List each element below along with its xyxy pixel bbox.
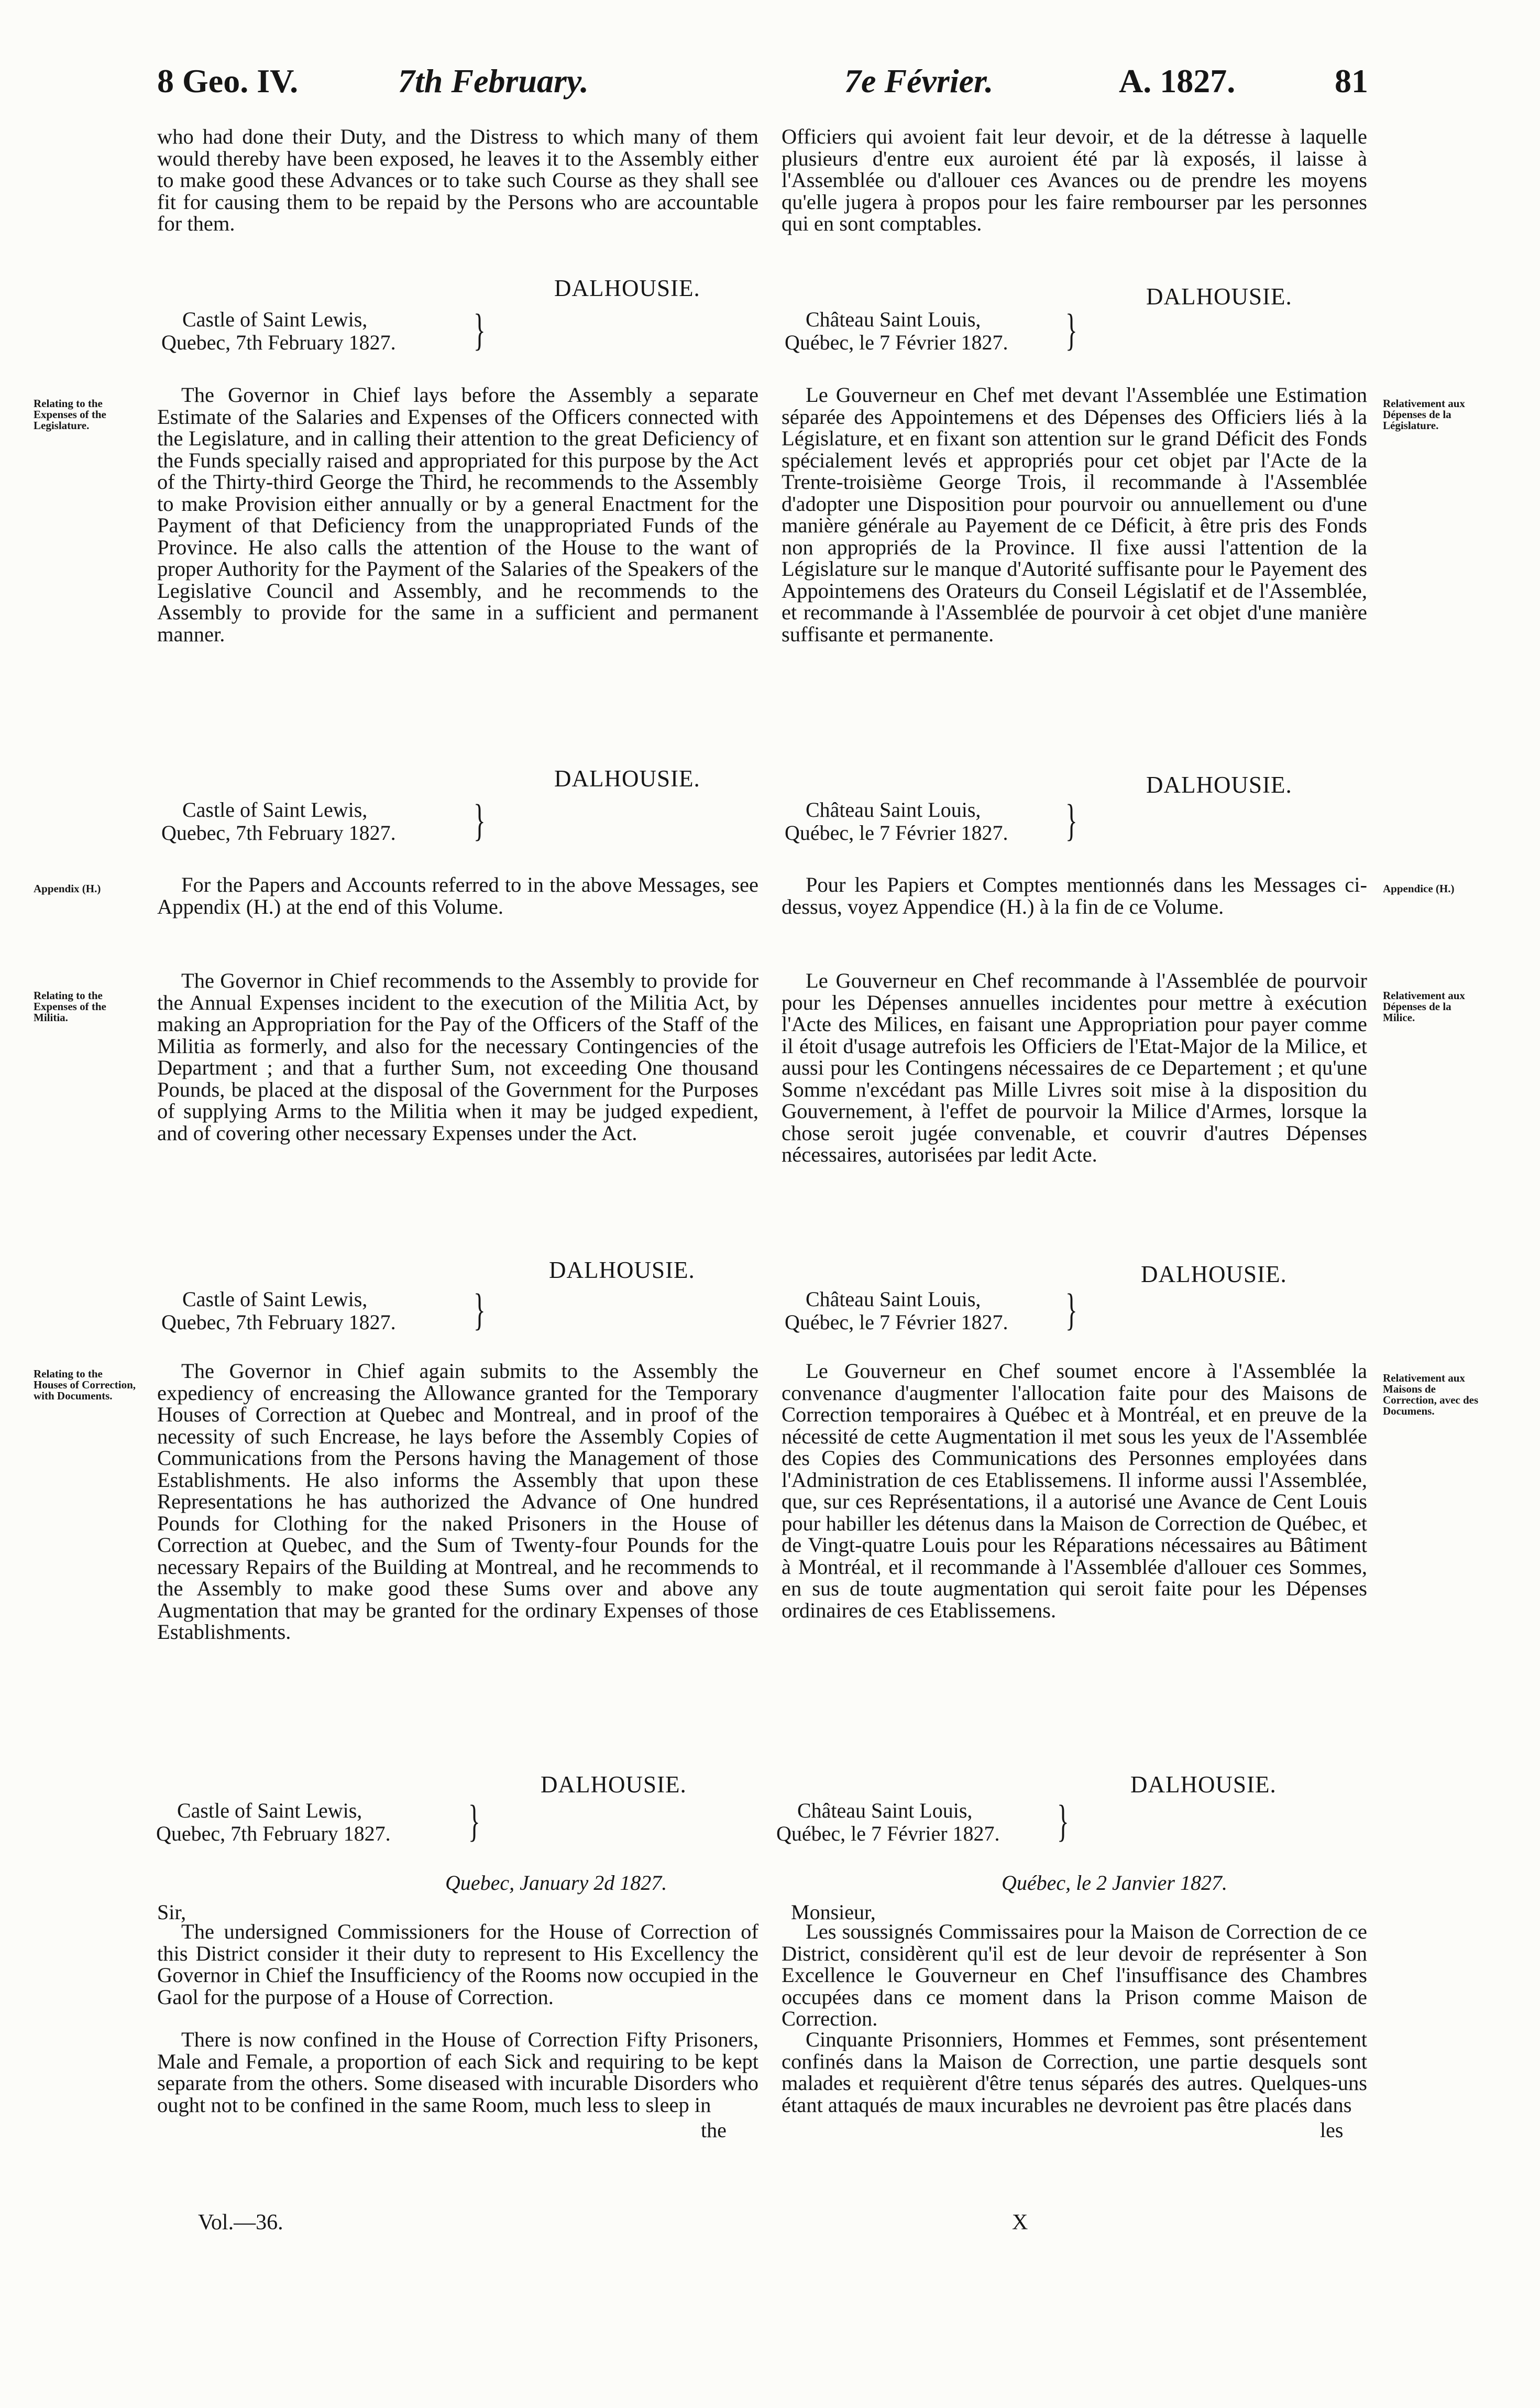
en-salutation: Sir,: [157, 1900, 186, 1924]
fr-salutation: Monsieur,: [791, 1900, 876, 1924]
margin-note-fr-militia: Relativement aux Dépenses de la Milice.: [1383, 989, 1465, 1024]
en-letter-paragraph-2: There is now confined in the House of Correction Fifty Prisoners, Male and Female, a proportion of each Sick and requiring to be kept separate from the others. Some diseased with incurable Disorders who ought not to be confined in the same Room, much less to sleep in: [157, 2028, 758, 2117]
header-date-en: 7th February.: [398, 62, 589, 100]
signature-mark: X: [1012, 2210, 1028, 2235]
margin-note-en-appendix: Appendix (H.): [34, 882, 101, 895]
en-place-3: Castle of Saint Lewis, Quebec, 7th February 1827. }: [161, 1284, 486, 1334]
en-place-1: Castle of Saint Lewis, Quebec, 7th February 1827. }: [161, 304, 486, 355]
fr-signature-3: DALHOUSIE.: [1141, 1261, 1287, 1287]
en-paragraph-appendix: For the Papers and Accounts referred to in the above Messages, see Appendix (H.) at the end of this Volume.: [157, 873, 758, 918]
fr-letter-paragraph-2: Cinquante Prisonniers, Hommes et Femmes, sont présentement confinés dans la Maison de Correction, une partie desquels sont malades et requièrent d'être tenus séparés des autres. Quelques-uns étant attaqués de maux incurables ne devroient pas être placés dans: [782, 2028, 1367, 2117]
en-signature-2: DALHOUSIE.: [554, 765, 700, 792]
en-paragraph-0: who had done their Duty, and the Distress to which many of them would thereby have been exposed, he leaves it to the Assembly either to make good these Advances or to take such Course as they shall see fit for causing them to be repaid by the Persons who are accountable for them.: [157, 125, 758, 235]
fr-letter-paragraph-1: Les soussignés Commissaires pour la Maison de Correction de ce District, considèrent qu'il est de leur devoir de représenter à Son Excellence le Gouverneur en Chef l'insuffisance des Chambres occupées dans ce moment dans la Prison comme Maison de Correction.: [782, 1920, 1367, 2030]
page-number: 81: [1335, 62, 1368, 100]
fr-paragraph-legislature: Le Gouverneur en Chef met devant l'Assemblée une Estimation séparée des Appointemens et des Dépenses des Officiers liés à la Législature, et en fixant son attention sur le grand Déficit des Fonds spécialement levés et appropriés pour cet objet par l'Acte de la Trente-troisième George Trois, il recommande à l'Assemblée d'adopter une Disposition pour pourvoir ou annuellement ou d'une manière générale au Payement de ce Déficit, à être pris des Fonds non appropriés de la Province. Il fixe aussi l'attention de la Législature sur le manque d'Autorité suffisante pour le Payement des Appointemens des Orateurs du Conseil Législatif et de l'Assemblée, et recommande à l'Assemblée de pourvoir à cet objet d'une manière suffisante et permanente.: [782, 383, 1367, 646]
margin-note-fr-correction: Relativement aux Maisons de Correction, avec des Documens.: [1383, 1372, 1479, 1417]
fr-paragraph-correction: Le Gouverneur en Chef soumet encore à l'Assemblée la convenance d'augmenter l'allocation faite pour des Maisons de Correction temporaires à Québec et à Montréal, et en preuve de la nécessité de cette Augmentation il met sous les yeux de l'Assemblée des Copies des Communications des Personnes employées dans l'Administration de ces Etablissemens. Il informe aussi l'Assemblée, que, sur ces Représentations, il a autorisé une Avance de Cent Louis pour habiller les détenus dans la Maison de Correction de Québec, et de Vingt-quatre Louis pour les Réparations nécessaires au Bâtiment à Montréal, et il recommande à l'Assemblée d'allouer ces Sommes, en sus de toute augmentation qui seroit faite pour les Dépenses ordinaires de ces Etablissemens.: [782, 1359, 1367, 1622]
fr-paragraph-0: Officiers qui avoient fait leur devoir, et de la détresse à laquelle plusieurs d'entre eux auroient été par là exposés, il laisse à l'Assemblée ou d'allouer ces Avances ou de prendre les moyens qu'elle jugera à propos pour les faire rembourser par les personnes qui en sont comptables.: [782, 125, 1367, 235]
fr-place-2: Château Saint Louis, Québec, le 7 Février 1827. }: [785, 795, 1077, 845]
volume-number: Vol.—36.: [198, 2210, 283, 2235]
margin-note-fr-legislature: Relativement aux Dépenses de la Législature.: [1383, 397, 1465, 432]
en-place-4: Castle of Saint Lewis, Quebec, 7th February 1827. }: [156, 1796, 480, 1846]
en-paragraph-legislature: The Governor in Chief lays before the Assembly a separate Estimate of the Salaries and Expenses of the Officers connected with the Legislature, and in calling their attention to the great Deficiency of the Funds specially raised and appropriated for this purpose by the Act of the Thirty-third George the Third, he recommends to the Assembly to make Provision either annually or by a general Enactment for the Payment of that Deficiency from the unappropriated Funds of the Province. He also calls the attention of the House to the want of proper Authority for the Payment of the Salaries of the Speakers of the Legislative Council and Assembly, and he recommends to the Assembly to provide for the same in a sufficient and permanent manner.: [157, 383, 758, 646]
fr-signature-1: DALHOUSIE.: [1146, 283, 1292, 310]
en-letter-paragraph-1: The undersigned Commissioners for the House of Correction of this District consider it their duty to represent to His Excellency the Governor in Chief the Insufficiency of the Rooms now occupied in the Gaol for the purpose of a House of Correction.: [157, 1920, 758, 2009]
header-year: A. 1827.: [1119, 62, 1236, 100]
fr-signature-4: DALHOUSIE.: [1130, 1771, 1277, 1798]
en-paragraph-correction: The Governor in Chief again submits to the Assembly the expediency of encreasing the Allowance granted for the Temporary Houses of Correction at Quebec and Montreal, and in proof of the necessity of such Encrease, he lays before the Assembly Copies of Communications from the Persons having the Management of those Establishments. He also informs the Assembly that upon these Representations he has authorized the Advance of One hundred Pounds for Clothing for the naked Prisoners in the House of Correction at Quebec, and the Sum of Twenty-four Pounds for the necessary Repairs of the Building at Montreal, and he recommends to the Assembly to make good these Sums over and above any Augmentation that may be granted for the ordinary Expenses of those Establishments.: [157, 1359, 758, 1644]
margin-note-fr-appendix: Appendice (H.): [1383, 882, 1455, 895]
en-signature-4: DALHOUSIE.: [541, 1771, 687, 1798]
fr-letter-date: Québec, le 2 Janvier 1827.: [1002, 1871, 1227, 1895]
fr-paragraph-militia: Le Gouverneur en Chef recommande à l'Assemblée de pourvoir pour les Dépenses annuelles incidentes pour mettre à exécution l'Acte des Milices, en faisant une Appropriation pour payer comme il étoit d'usage autrefois les Officiers de l'Etat-Major de la Milice, et aussi pour les Contingens nécessaires de ce Departement ; et qu'une Somme n'excédant pas Mille Livres soit mise à la disposition du Gouvernement, à l'effet de pourvoir la Milice d'Armes, lorsque la chose seroit jugée convenable, et couvrir d'autres Dépenses nécessaires, autorisées par ledit Acte.: [782, 969, 1367, 1166]
en-letter-date: Quebec, January 2d 1827.: [445, 1871, 667, 1895]
en-catchword: the: [701, 2118, 727, 2142]
en-place-2: Castle of Saint Lewis, Quebec, 7th February 1827. }: [161, 795, 486, 845]
margin-note-en-legislature: Relating to the Expenses of the Legislature.: [34, 397, 106, 432]
fr-place-3: Château Saint Louis, Québec, le 7 Février 1827. }: [785, 1284, 1077, 1334]
fr-place-1: Château Saint Louis, Québec, le 7 Février 1827. }: [785, 304, 1077, 355]
en-signature-3: DALHOUSIE.: [549, 1257, 695, 1283]
en-signature-1: DALHOUSIE.: [554, 275, 700, 301]
header-session: 8 Geo. IV.: [157, 62, 299, 100]
margin-note-en-militia: Relating to the Expenses of the Militia.: [34, 989, 106, 1024]
fr-signature-2: DALHOUSIE.: [1146, 772, 1292, 798]
fr-paragraph-appendix: Pour les Papiers et Comptes mentionnés dans les Messages ci-dessus, voyez Appendice (H.) à la fin de ce Volume.: [782, 873, 1367, 918]
margin-note-en-correction: Relating to the Houses of Correction, with Documents.: [34, 1367, 136, 1402]
fr-catchword: les: [1320, 2118, 1344, 2142]
header-date-fr: 7e Février.: [844, 62, 994, 100]
en-paragraph-militia: The Governor in Chief recommends to the Assembly to provide for the Annual Expenses incident to the execution of the Militia Act, by making an Appropriation for the Pay of the Officers of the Staff of the Militia as formerly, and also for the necessary Contingencies of the Department ; and that a further Sum, not exceeding One thousand Pounds, be placed at the disposal of the Government for the Purposes of supplying Arms to the Militia when it may be judged expedient, and of covering other necessary Expenses under the Act.: [157, 969, 758, 1145]
fr-place-4: Château Saint Louis, Québec, le 7 Février 1827. }: [776, 1796, 1069, 1846]
